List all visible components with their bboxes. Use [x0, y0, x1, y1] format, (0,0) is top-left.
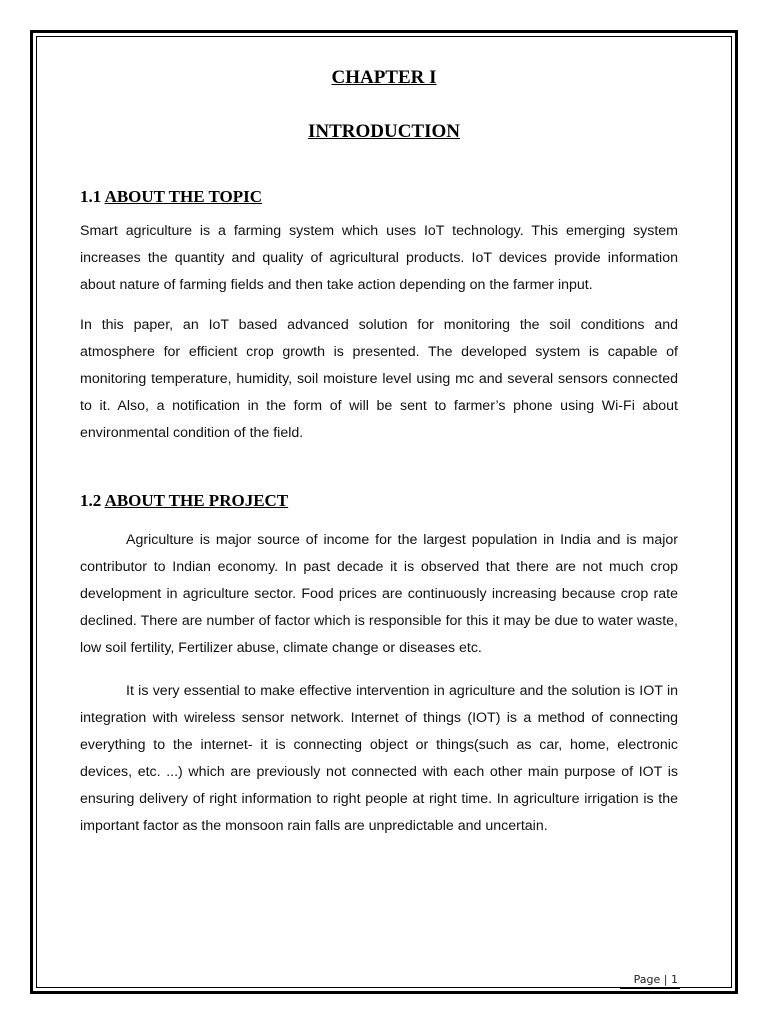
section-heading-project	[80, 491, 288, 511]
section-heading-topic	[80, 187, 262, 207]
section-heading-text: ABOUT THE TOPIC	[104, 187, 263, 206]
page-title: INTRODUCTION	[307, 121, 461, 142]
paragraph: Smart agriculture is a farming system which uses IoT technology. This emerging system increases the quantity and quality of agricultural products. IoT devices provide information about nature of farming fields and then take action depending on the farmer input.	[80, 223, 678, 293]
chapter-title: CHAPTER I	[331, 67, 437, 88]
paragraph: It is very essential to make effective intervention in agriculture and the solution is IOT in integration with wireless sensor network. Internet of things (IOT) is a method of connecting everything to the internet- it is connecting object or things(such as car, home, electronic devices, etc. ...) which are previously not connected with each other main purpose of IOT is ensuring delivery of right information to right people at right time. In agriculture irrigation is the important factor as the monsoon rain falls are unpredictable and uncertain.	[80, 683, 678, 834]
section-number: 1.2	[80, 491, 102, 510]
page-border-inner	[36, 36, 732, 988]
section-number: 1.1	[80, 187, 102, 206]
paragraph: Agriculture is major source of income for the largest population in India and is major contributor to Indian economy. In past decade it is observed that there are not much crop development in agriculture sector. Food prices are continuously increasing because crop rate declined. There are number of factor which is responsible for this it may be due to water waste, low soil fertility, Fertilizer abuse, climate change or diseases etc.	[80, 532, 678, 656]
page-number: Page | 1	[633, 973, 678, 986]
section-heading-text: ABOUT THE PROJECT	[104, 491, 289, 510]
paragraph: In this paper, an IoT based advanced solution for monitoring the soil conditions and atmosphere for efficient crop growth is presented. The developed system is capable of monitoring temperature, humidity, soil moisture level using mc and several sensors connected to it. Also, a notification in the form of will be sent to farmer’s phone using Wi-Fi about environmental condition of the field.	[80, 317, 678, 441]
footer-divider	[620, 988, 680, 989]
